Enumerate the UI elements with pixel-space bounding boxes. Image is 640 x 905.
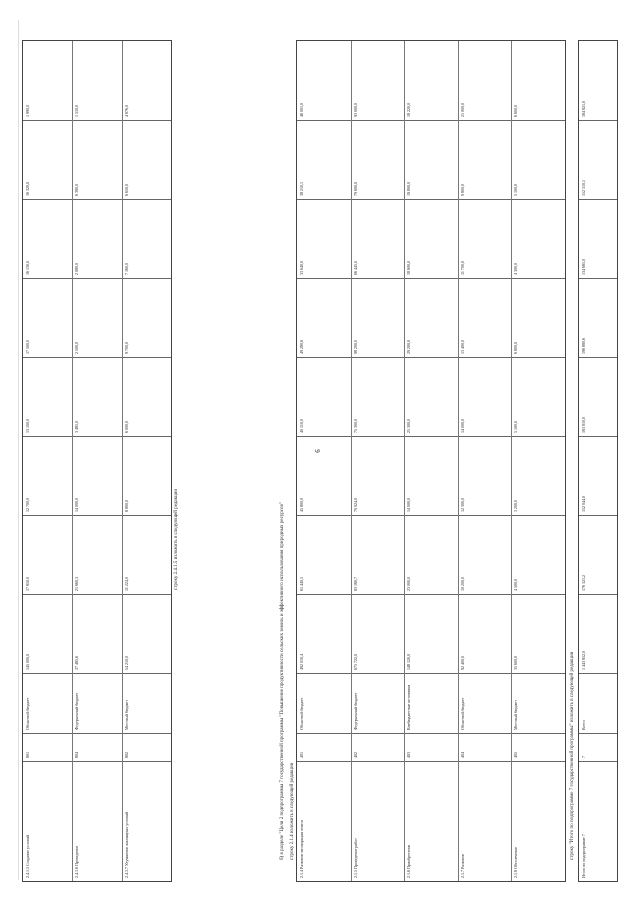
table-cell-value: 25 300,0 (406, 419, 412, 433)
table-grid-line (23, 199, 171, 200)
table-cell-value: 675 722,0 (352, 654, 358, 670)
table-grid-line (579, 278, 617, 279)
table-total (578, 40, 618, 882)
table-grid-line (297, 278, 565, 279)
table-grid-line (23, 436, 171, 437)
table-grid-line (579, 733, 617, 734)
table-cell-value: 134 685,0 (581, 259, 586, 275)
table-cell-value: 17 500,0 (25, 340, 30, 354)
table-cell-value: 14 000,0 (406, 498, 412, 512)
table-cell-value: 49 280,6 (299, 340, 304, 354)
table-cell-value: 7 160,0 (123, 263, 129, 275)
table-cell-meta: 7 (581, 756, 586, 758)
table-cell-value: 6 650,0 (123, 184, 129, 196)
table-cell-value: 12 300,0 (459, 498, 465, 512)
table-cell-value: 6 390,0 (74, 184, 80, 196)
table-cell-value: 11 700,0 (459, 261, 465, 275)
table-cell-value: 13 100,0 (25, 419, 30, 433)
table-cell-meta: Областной бюджет (299, 697, 304, 730)
table-cell-value: 492 010,4 (299, 654, 304, 670)
table-cell-value: 1 510,0 (74, 105, 80, 117)
table-cell-value: 1 443 852,0 (581, 651, 586, 670)
table-cell-value: 4 300,0 (513, 263, 519, 275)
table-grid-line (579, 357, 617, 358)
caption-row-2-1-4: строку 2.1.4 изложить в следующей редакции (290, 762, 295, 860)
table-grid-line (579, 594, 617, 595)
table-grid-line (297, 761, 565, 762)
table-cell-meta: 402 (352, 752, 358, 758)
table-cell-value: 1 990,0 (25, 105, 30, 117)
table-cell-value: 21 660,3 (74, 577, 80, 591)
table-row-label: 2.1.6 Приобретение (406, 844, 412, 878)
table-cell-value: 5 100,0 (513, 184, 519, 196)
table-cell-value: 196 880,6 (581, 338, 586, 354)
table-grid-line (297, 436, 565, 437)
table-cell-value: 145 000,0 (25, 654, 30, 670)
table-grid-line (23, 594, 171, 595)
table-row-label: 2.4.1.5 Создание условий (25, 835, 30, 878)
table-cell-meta: Внебюджетные источники (406, 684, 412, 730)
table-cell-value: 40 110,0 (299, 419, 304, 433)
table-cell-value: 6 800,0 (513, 342, 519, 354)
table-cell-meta: 802 (123, 752, 129, 758)
table-cell-meta: Всего (581, 720, 586, 730)
table-grid-line (297, 515, 565, 516)
table-cell-value: 3 485,0 (74, 421, 80, 433)
table-cell-value: 10 200,0 (459, 577, 465, 591)
table-row-divider (458, 41, 459, 881)
table-cell-meta: Федеральный бюджет (352, 692, 358, 730)
table-grid-line (579, 199, 617, 200)
table-cell-value: 13 400,0 (459, 340, 465, 354)
table-cell-value: 5 100,0 (513, 421, 519, 433)
table-cell-value: 16 130,0 (25, 261, 30, 275)
table-cell-value: 29 200,0 (406, 340, 412, 354)
table-cell-value: 21 000,0 (459, 103, 465, 117)
table-row-divider (351, 41, 352, 881)
table-cell-value: 66 445,0 (352, 261, 358, 275)
table-cell-value: 152 044,0 (581, 496, 586, 512)
table-grid-line (297, 733, 565, 734)
table-cell-value: 75 300,0 (352, 419, 358, 433)
table-cell-meta: Областной бюджет (25, 697, 30, 730)
scan-edge (18, 20, 19, 880)
table-row-label: 2.1.4 Развитие мелиорации земель (299, 819, 304, 878)
table-cell-value: 176 321,2 (581, 575, 586, 591)
table-cell-value: 6 600,0 (513, 105, 519, 117)
table-cell-value: 54 210,0 (123, 656, 129, 670)
table-cell-meta: Местный бюджет (513, 700, 519, 730)
table-cell-value: 3 200,0 (513, 500, 519, 512)
table-grid-line (579, 436, 617, 437)
table-cell-value: 14 000,0 (459, 419, 465, 433)
table-cell-meta: 403 (406, 752, 412, 758)
table-cell-meta: 401 (299, 752, 304, 758)
table-section-2-4 (22, 40, 172, 882)
table-cell-meta: Областной бюджет (459, 697, 465, 730)
table-cell-value: 19 800,0 (406, 182, 412, 196)
table-grid-line (579, 515, 617, 516)
table-cell-value: 2 500,0 (74, 342, 80, 354)
table-row-label: 2.1.8 Обеспечение (513, 846, 519, 878)
table-row-divider (122, 41, 123, 881)
table-cell-value: 46 001,0 (299, 103, 304, 117)
table-cell-value: 17 850,0 (25, 577, 30, 591)
table-row-label: 2.4.1.6 Проведение (74, 845, 80, 878)
table-grid-line (297, 594, 565, 595)
table-row-label: 2.1.7 Развитие (459, 853, 465, 878)
table-grid-line (297, 199, 565, 200)
table-cell-value: 18 600,0 (406, 261, 412, 275)
table-cell-value: 12 700,0 (25, 498, 30, 512)
table-cell-value: 18 220,0 (406, 103, 412, 117)
table-cell-value: 8 800,0 (123, 500, 129, 512)
table-cell-value: 38 210,1 (299, 182, 304, 196)
table-cell-value: 83 180,7 (352, 577, 358, 591)
table-cell-value: 93 000,0 (352, 103, 358, 117)
table-cell-meta: 405 (513, 752, 519, 758)
table-cell-value: 152 510,1 (581, 180, 586, 196)
table-cell-value: 2 080,0 (74, 263, 80, 275)
table-cell-value: 11 224,0 (123, 577, 129, 591)
table-cell-value: 148 120,0 (406, 654, 412, 670)
table-cell-value: 184 821,0 (581, 101, 586, 117)
table-cell-meta: 804 (74, 752, 80, 758)
table-row-label: 2.4.1.7 Улучшение жилищных условий (123, 811, 129, 878)
table-grid-line (23, 278, 171, 279)
table-grid-line (579, 673, 617, 674)
table-cell-value: 16 320,0 (25, 182, 30, 196)
table-grid-line (23, 515, 171, 516)
table-grid-line (297, 673, 565, 674)
table-row-label: 2.1.5 Проведение работ (352, 838, 358, 878)
table-cell-value: 79 600,0 (352, 182, 358, 196)
table-cell-value: 37 485,6 (74, 656, 80, 670)
table-cell-value: 14 000,0 (74, 498, 80, 512)
table-cell-value: 45 800,0 (299, 498, 304, 512)
table-cell-value: 98 200,0 (352, 340, 358, 354)
caption-row-2-4-1-5: строку 2.4.1.5 изложить в следующей редакции (174, 488, 179, 590)
caption-total-row: строку "Итого по подпрограмме 7 государственной программы" изложить в следующей редакции (570, 651, 575, 860)
table-cell-value: 163 810,0 (581, 417, 586, 433)
table-cell-value: 33 640,0 (299, 261, 304, 275)
table-cell-value: 6 000,0 (123, 421, 129, 433)
table-grid-line (579, 761, 617, 762)
table-grid-line (23, 761, 171, 762)
page-number: 6 (313, 449, 322, 453)
table-cell-value: 61 440,5 (299, 577, 304, 591)
table-cell-meta: Федеральный бюджет (74, 692, 80, 730)
table-cell-value: 35 600,0 (513, 656, 519, 670)
table-cell-value: 9 700,0 (123, 342, 129, 354)
table-grid-line (23, 120, 171, 121)
table-cell-value: 70 024,0 (352, 498, 358, 512)
table-cell-meta: 801 (25, 752, 30, 758)
table-cell-value: 23 000,0 (406, 577, 412, 591)
table-row-label: Итого по подпрограмме 7 (581, 834, 586, 878)
table-cell-value: 92 400,0 (459, 656, 465, 670)
table-grid-line (297, 357, 565, 358)
table-cell-value: 4 676,0 (123, 105, 129, 117)
table-grid-line (23, 733, 171, 734)
table-grid-line (23, 673, 171, 674)
table-cell-value: 9 800,0 (459, 184, 465, 196)
table-grid-line (579, 120, 617, 121)
table-cell-value: 4 500,0 (513, 579, 519, 591)
table-section-2-1 (296, 40, 566, 882)
table-cell-meta: Местный бюджет (123, 700, 129, 730)
table-grid-line (23, 357, 171, 358)
caption-section-goals: б) в разделе "Цели 2 подпрограммы 7 государственной программы "Повышение продуктивности сельских земель и эффективного использования природных ресурсов" (280, 502, 285, 860)
table-cell-meta: 404 (459, 752, 465, 758)
table-grid-line (297, 120, 565, 121)
